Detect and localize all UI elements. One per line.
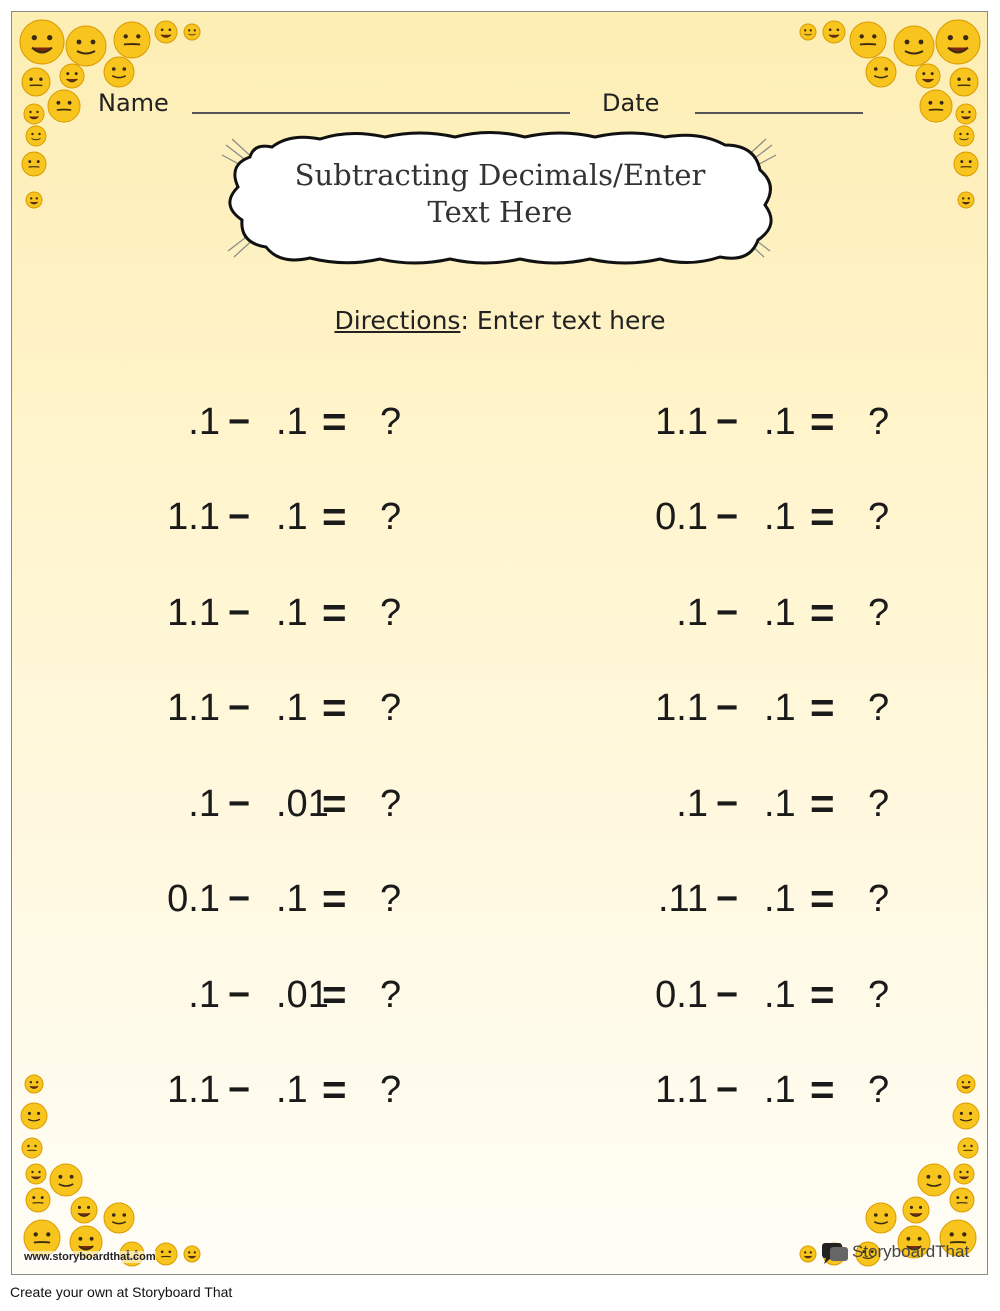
minus-sign: − [228,401,251,443]
answer-placeholder: ? [868,687,890,729]
emoji-face-icon [155,1243,177,1265]
minuend: 1.1 [655,401,708,443]
minus-sign: − [228,878,251,920]
equals-sign: = [322,493,347,540]
emoji-face-icon [114,22,150,58]
minuend: .1 [188,401,220,443]
answer-placeholder: ? [380,687,402,729]
emoji-face-icon [24,104,44,124]
subtrahend: .1 [764,687,796,729]
subtrahend: .1 [764,974,796,1016]
minus-sign: − [716,974,739,1016]
emoji-face-icon [104,1203,134,1233]
equals-sign: = [810,875,835,922]
subtrahend: .1 [764,592,796,634]
emoji-face-icon [25,1075,43,1093]
subtrahend: .1 [276,687,308,729]
answer-placeholder: ? [380,783,402,825]
minuend: 0.1 [655,974,708,1016]
minuend: .1 [676,592,708,634]
equals-sign: = [322,589,347,636]
emoji-face-icon [954,1164,974,1184]
emoji-face-icon [954,126,974,146]
watermark-left: www.storyboardthat.com [24,1251,156,1263]
equals-sign: = [322,875,347,922]
emoji-face-icon [26,192,42,208]
minus-sign: − [716,592,739,634]
emoji-face-icon [26,1164,46,1184]
emoji-face-icon [950,68,978,96]
minuend: 0.1 [655,496,708,538]
equals-sign: = [322,684,347,731]
emoji-face-icon [954,152,978,176]
minus-sign: − [228,496,251,538]
emoji-face-icon [958,192,974,208]
answer-placeholder: ? [380,974,402,1016]
emoji-face-icon [21,1103,47,1129]
emoji-face-icon [66,26,106,66]
subtrahend: .1 [764,496,796,538]
emoji-face-icon [916,64,940,88]
equals-sign: = [810,493,835,540]
emoji-face-icon [956,104,976,124]
subtrahend: .1 [276,878,308,920]
watermark-right-text: StoryboardThat [852,1242,970,1261]
emoji-face-icon [800,24,816,40]
emoji-face-icon [823,21,845,43]
minuend: .1 [188,974,220,1016]
problem-left-2 [167,492,500,542]
emoji-face-icon [950,1188,974,1212]
minuend: 1.1 [167,687,220,729]
date-label: Date [602,89,660,117]
subtrahend: .01 [276,974,329,1016]
answer-placeholder: ? [380,592,402,634]
subtrahend: .1 [276,592,308,634]
minus-sign: − [716,878,739,920]
minuend: 1.1 [167,1069,220,1111]
emoji-cluster-top-right [786,14,986,214]
problem-right-3 [676,588,988,638]
minuend: 1.1 [167,592,220,634]
emoji-face-icon [918,1164,950,1196]
problem-left-8 [167,1065,500,1115]
equals-sign: = [810,398,835,445]
subtrahend: .1 [764,1069,796,1111]
problem-right-5 [676,779,988,829]
emoji-face-icon [958,1138,978,1158]
directions-text: : Enter text here [460,306,666,335]
equals-sign: = [322,1066,347,1113]
problem-right-2 [655,492,988,542]
emoji-face-icon [48,90,80,122]
emoji-face-icon [20,20,64,64]
emoji-face-icon [866,57,896,87]
minuend: 1.1 [167,496,220,538]
emoji-face-icon [22,68,50,96]
emoji-face-icon [920,90,952,122]
name-label: Name [98,89,169,117]
equals-sign: = [322,971,347,1018]
problem-left-3 [167,588,500,638]
subtrahend: .1 [276,496,308,538]
minuend: .1 [188,783,220,825]
problem-right-6 [657,874,988,924]
worksheet-title [230,157,770,231]
minus-sign: − [228,783,251,825]
emoji-face-icon [184,1246,200,1262]
emoji-face-icon [60,64,84,88]
answer-placeholder: ? [380,1069,402,1111]
equals-sign: = [810,780,835,827]
storyboard-logo-icon [820,1240,850,1266]
problem-right-8 [655,1065,988,1115]
minuend: 1.1 [655,687,708,729]
problem-left-7 [188,970,500,1020]
answer-placeholder: ? [868,496,890,538]
emoji-face-icon [22,152,46,176]
emoji-face-icon [936,20,980,64]
equals-sign: = [322,398,347,445]
emoji-face-icon [894,26,934,66]
subtrahend: .01 [276,783,329,825]
minus-sign: − [228,687,251,729]
emoji-face-icon [155,21,177,43]
emoji-face-icon [850,22,886,58]
emoji-face-icon [184,24,200,40]
problem-right-4 [655,683,988,733]
minus-sign: − [716,783,739,825]
answer-placeholder: ? [868,974,890,1016]
problem-right-7 [655,970,988,1020]
equals-sign: = [322,780,347,827]
equals-sign: = [810,589,835,636]
subtrahend: .1 [276,1069,308,1111]
answer-placeholder: ? [868,592,890,634]
problem-left-5 [188,779,500,829]
title-line-1: Subtracting Decimals/Enter [294,158,706,192]
emoji-face-icon [104,57,134,87]
emoji-face-icon [903,1197,929,1223]
equals-sign: = [810,971,835,1018]
title-line-2: Text Here [427,195,573,229]
emoji-face-icon [50,1164,82,1196]
footer-text[interactable]: Create your own at Storyboard That [10,1284,233,1300]
directions [0,306,1000,335]
emoji-face-icon [71,1197,97,1223]
minus-sign: − [716,687,739,729]
minus-sign: − [228,974,251,1016]
minuend: 0.1 [167,878,220,920]
subtrahend: .1 [764,878,796,920]
emoji-face-icon [26,1188,50,1212]
name-line[interactable] [192,112,570,114]
answer-placeholder: ? [868,878,890,920]
minuend: 1.1 [655,1069,708,1111]
emoji-face-icon [800,1246,816,1262]
minuend: .11 [657,878,708,920]
minus-sign: − [716,1069,739,1111]
problem-left-1 [188,397,500,447]
minus-sign: − [228,592,251,634]
minuend: .1 [676,783,708,825]
answer-placeholder: ? [380,496,402,538]
problem-right-1 [655,397,988,447]
equals-sign: = [810,684,835,731]
directions-label: Directions [334,306,461,335]
emoji-face-icon [22,1138,42,1158]
answer-placeholder: ? [868,1069,890,1111]
subtrahend: .1 [276,401,308,443]
answer-placeholder: ? [380,401,402,443]
date-line[interactable] [695,112,863,114]
minus-sign: − [716,496,739,538]
equals-sign: = [810,1066,835,1113]
answer-placeholder: ? [868,783,890,825]
answer-placeholder: ? [380,878,402,920]
problem-left-6 [167,874,500,924]
problem-left-4 [167,683,500,733]
answer-placeholder: ? [868,401,890,443]
emoji-face-icon [866,1203,896,1233]
subtrahend: .1 [764,783,796,825]
watermark-right [820,1240,970,1266]
minus-sign: − [716,401,739,443]
subtrahend: .1 [764,401,796,443]
emoji-face-icon [26,126,46,146]
minus-sign: − [228,1069,251,1111]
